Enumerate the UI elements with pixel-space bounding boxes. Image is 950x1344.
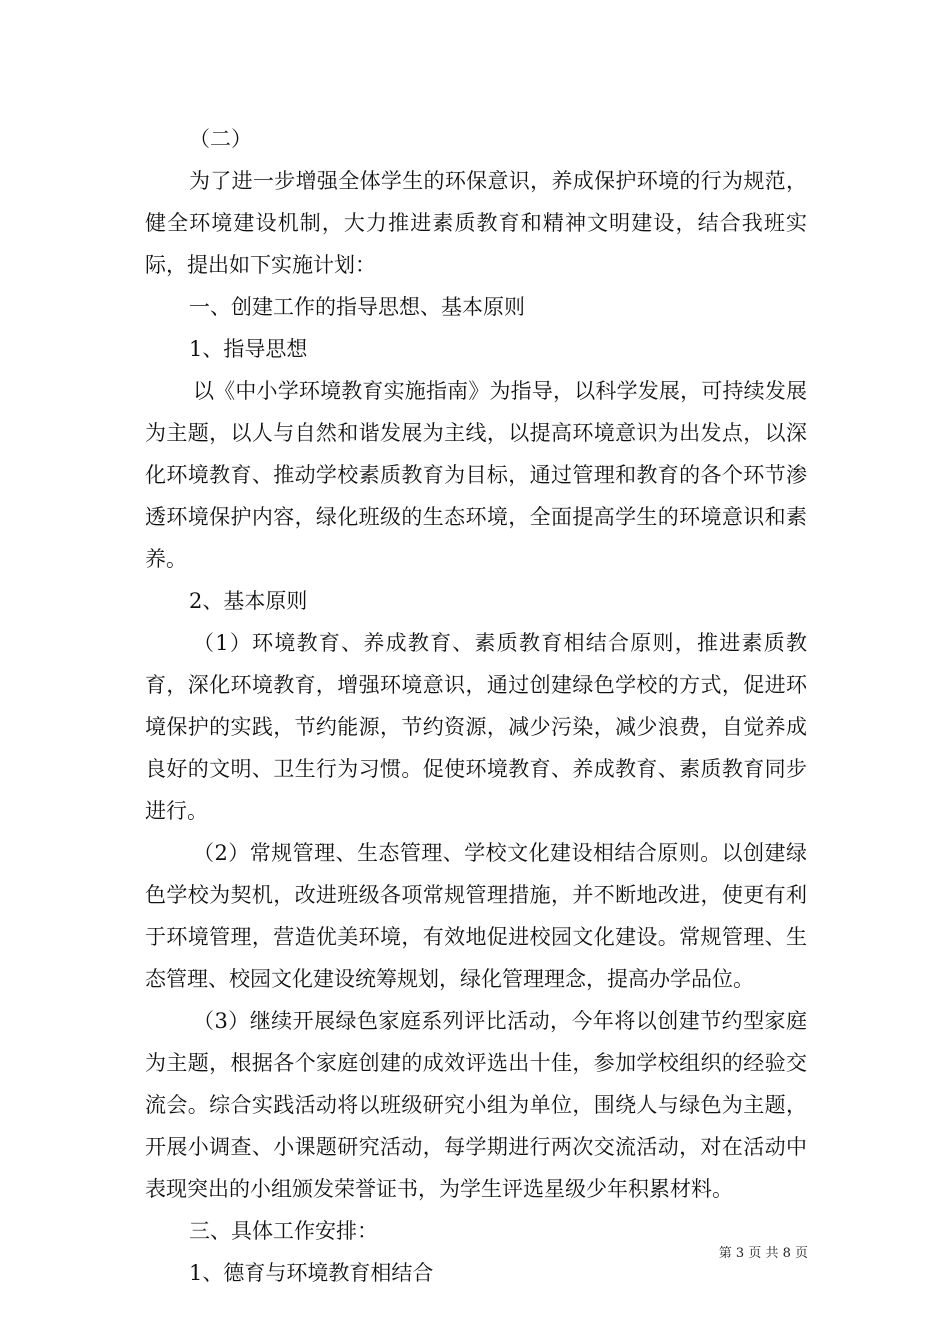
- intro-paragraph: 为了进一步增强全体学生的环保意识，养成保护环境的行为规范，健全环境建设机制，大力推进素质教育和精神文明建设，结合我班实际，提出如下实施计划：: [145, 169, 807, 277]
- page-number: 第 3 页 共 8 页: [718, 1246, 808, 1261]
- principle-2-paragraph: （2）常规管理、生态管理、学校文化建设相结合原则。以创建绿色学校为契机，改进班级各项常规管理措施，并不断地改进，使更有利于环境管理，营造优美环境，有效地促进校园文化建设。常规管理、生态管理、校园文化建设统筹规划，绿化管理理念，提高办学品位。: [145, 841, 807, 991]
- heading-guiding-principles: 一、创建工作的指导思想、基本原则: [189, 295, 525, 319]
- guiding-thought-paragraph: 以《中小学环境教育实施指南》为指导，以科学发展，可持续发展为主题，以人与自然和谐发展为主线，以提高环境意识为出发点，以深化环境教育、推动学校素质教育为目标，通过管理和教育的各个环节渗透环境保护内容，绿化班级的生态环境，全面提高学生的环境意识和素养。: [145, 379, 807, 571]
- subheading-moral-education: 1、德育与环境教育相结合: [189, 1261, 434, 1285]
- subheading-guiding-thought: 1、指导思想: [189, 337, 308, 361]
- section-marker: （二）: [189, 127, 252, 151]
- principle-3-paragraph: （3）继续开展绿色家庭系列评比活动，今年将以创建节约型家庭为主题，根据各个家庭创建的成效评选出十佳，参加学校组织的经验交流会。综合实践活动将以班级研究小组为单位，围绕人与绿色为主题，开展小调查、小课题研究活动，每学期进行两次交流活动，对在活动中表现突出的小组颁发荣誉证书，为学生评选星级少年积累材料。: [145, 1009, 807, 1201]
- heading-work-arrangement: 三、具体工作安排：: [189, 1219, 378, 1243]
- principle-1-paragraph: （1）环境教育、养成教育、素质教育相结合原则，推进素质教育，深化环境教育，增强环境意识，通过创建绿色学校的方式，促进环境保护的实践，节约能源，节约资源，减少污染，减少浪费，自觉养成良好的文明、卫生行为习惯。促使环境教育、养成教育、素质教育同步进行。: [145, 631, 807, 823]
- document-body: [145, 118, 807, 1294]
- subheading-basic-principles: 2、基本原则: [189, 589, 308, 613]
